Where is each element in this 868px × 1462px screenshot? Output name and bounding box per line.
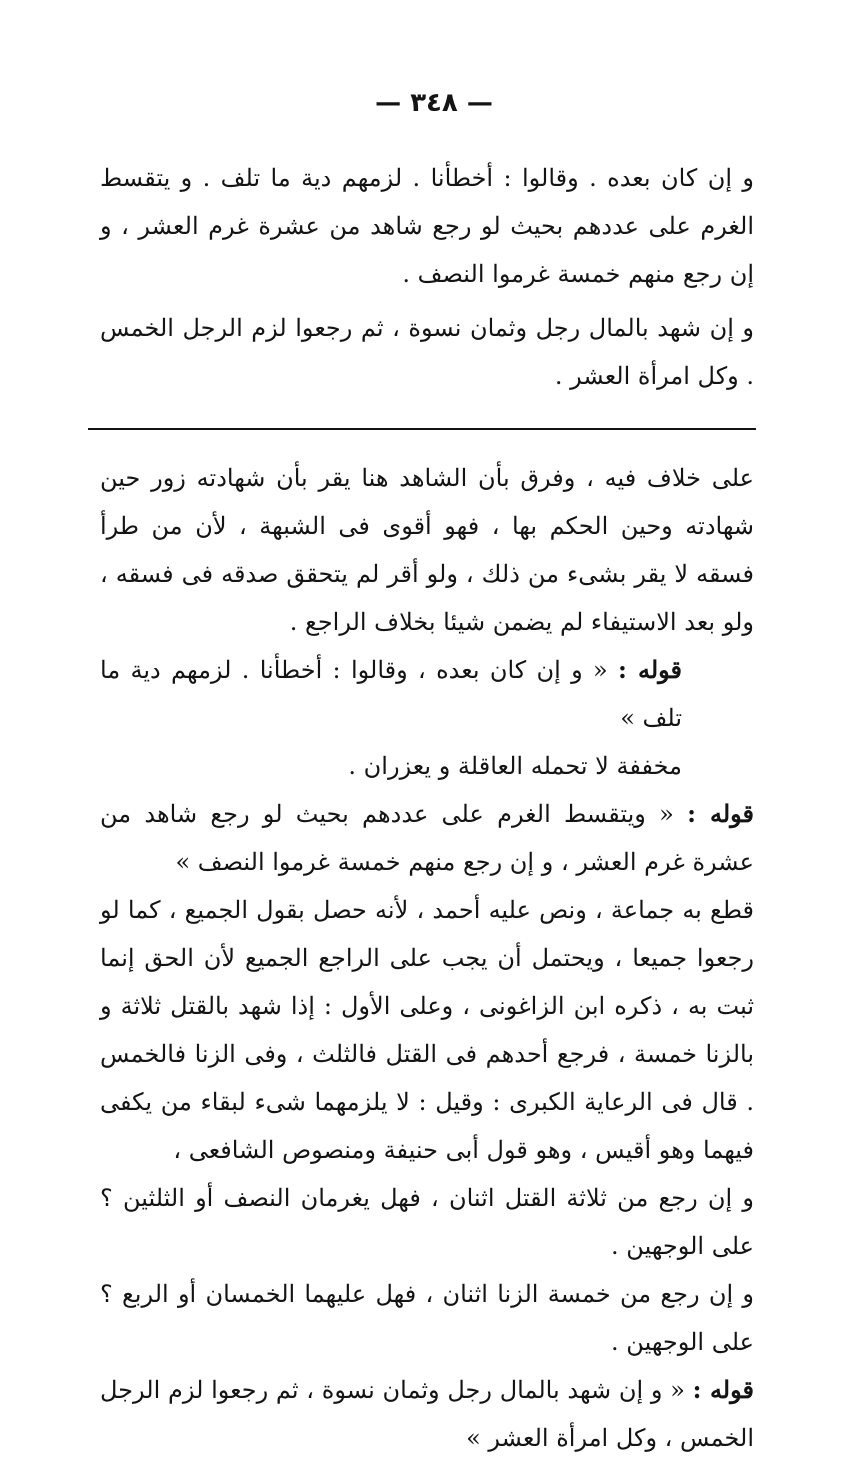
commentary-line-a: و إن رجع من ثلاثة القتل اثنان ، فهل يغرمان النصف أو الثلثين ؟ على الوجهين . [100,1184,754,1260]
qawl-quote: « ويتقسط الغرم على عددهم بحيث لو رجع شاهد من عشرة غرم العشر ، و إن رجع منهم خمسة غرموا النصف » [100,800,754,876]
qawl-quote: « و إن كان بعده ، وقالوا : أخطأنا . لزمهم دية ما تلف » [100,656,682,732]
qawl-1 [100,646,754,742]
main-text [100,154,754,400]
main-paragraph-2: و إن شهد بالمال رجل وثمان نسوة ، ثم رجعوا لزم الرجل الخمس . وكل امرأة العشر . [100,314,754,390]
qawl-quote: « و إن شهد بالمال رجل وثمان نسوة ، ثم رجعوا لزم الرجل الخمس ، وكل امرأة العشر » [100,1376,754,1452]
commentary [100,454,754,1462]
commentary-line-b: و إن رجع من خمسة الزنا اثنان ، فهل عليهما الخمسان أو الربع ؟ على الوجهين . [100,1280,754,1356]
qawl-2 [100,790,754,886]
main-paragraph-1: و إن كان بعده . وقالوا : أخطأنا . لزمهم دية ما تلف . و يتقسط الغرم على عددهم بحيث لو رجع شاهد من عشرة غرم العشر ، و إن رجع منهم خمسة غرموا النصف . [100,164,754,288]
qawl-3 [100,1366,754,1462]
commentary-intro: على خلاف فيه ، وفرق بأن الشاهد هنا يقر بأن شهادته زور حين شهادته وحين الحكم بها ، فهو أقوى فى الشبهة ، لأن من طرأ فسقه لا يقر بشىء من ذلك ، ولو أقر لم يتحقق صدقه فى فسقه ، ولو بعد الاستيفاء لم يضمن شيئا بخلاف الراجع . [100,464,754,636]
qawl-1-note: مخففة لا تحمله العاقلة و يعزران . [348,752,682,780]
commentary-explanation: قطع به جماعة ، ونص عليه أحمد ، لأنه حصل بقول الجميع ، كما لو رجعوا جميعا ، ويحتمل أن يجب على الراجع الجميع لأن الحق إنما ثبت به ، ذكره ابن الزاغونى ، وعلى الأول : إذا شهد بالقتل ثلاثة و بالزنا خمسة ، فرجع أحدهم فى القتل فالثلث ، وفى الزنا فالخمس . قال فى الرعاية الكبرى : وقيل : لا يلزمهما شىء لبقاء من يكفى فيهما وهو أقيس ، وهو قول أبى حنيفة ومنصوص الشافعى ، [100,896,754,1164]
qawl-label: قوله : [692,1375,754,1404]
qawl-label: قوله : [687,799,754,828]
separator-rule [88,428,756,430]
qawl-label: قوله : [618,655,682,684]
page-number: — ٣٤٨ — [375,88,493,118]
